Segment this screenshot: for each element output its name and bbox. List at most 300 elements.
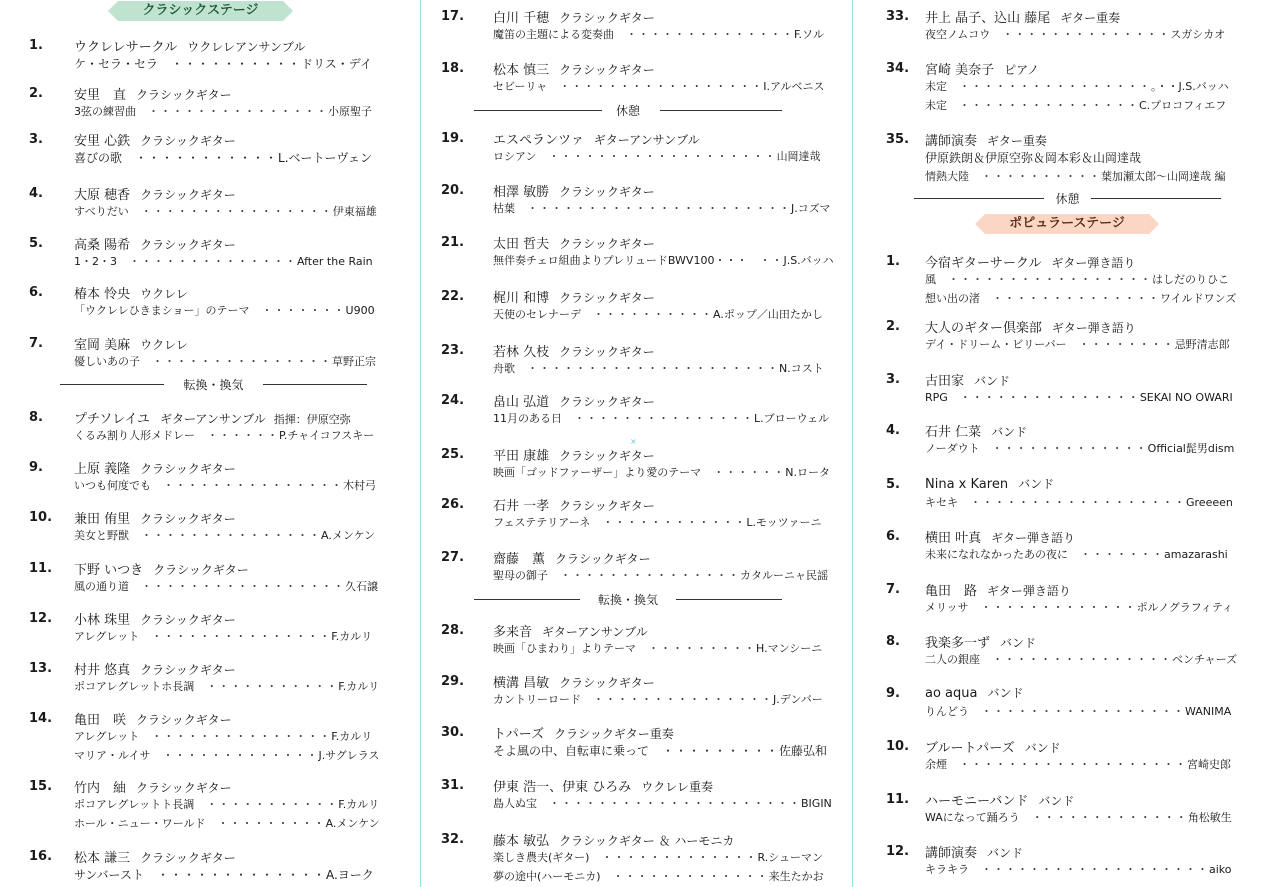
performer-name: 松本 慎三 (493, 63, 550, 78)
performance-genre: バンド (991, 425, 1028, 439)
performer-name: 多来音 (493, 625, 533, 640)
performance-genre: クラシックギター (140, 851, 236, 865)
composer: N.ロータ (785, 466, 830, 479)
performance-genre: クラシックギター (140, 238, 236, 252)
performance-genre: クラシックギター (153, 563, 249, 577)
performance-genre: クラシックギター (559, 237, 655, 251)
song-title: 1・2・3 (74, 255, 117, 268)
performance-genre: クラシックギター (136, 713, 232, 727)
song-title: フェステテリアーネ (493, 516, 591, 529)
song-title: 二人の銀座 (925, 653, 980, 666)
performer-line (74, 777, 232, 796)
performer-line (74, 508, 236, 527)
song-title: 未定 (925, 80, 947, 93)
program-number: 5. (886, 477, 900, 492)
performance-genre: ギター弾き語り (1051, 321, 1136, 335)
song-line (493, 78, 825, 94)
performer-name: 竹内 紬 (74, 781, 127, 796)
composer: R.シューマン (757, 851, 824, 864)
performer-name: 太田 哲夫 (493, 237, 550, 252)
performance-genre: クラシックギター (136, 781, 232, 795)
performance-genre: クラシックギター (140, 462, 236, 476)
performer-name: 兼田 侑里 (74, 512, 131, 527)
song-title: ポコアレグレットホ長調 (74, 680, 195, 693)
song-line (74, 527, 375, 543)
song-title: 魔笛の主題による変奏曲 (493, 28, 614, 41)
song-line (74, 678, 379, 694)
performance-genre: クラシックギター (559, 185, 655, 199)
song-line (493, 849, 823, 865)
leader-dots: ・・・・・・・・・・・・・・・・・・ (958, 496, 1186, 509)
song-title: 3弦の練習曲 (74, 105, 136, 118)
performer-line (74, 36, 305, 55)
performance-genre: クラシックギター (559, 11, 655, 25)
popular-stage-banner: ポピュラーステージ (985, 214, 1149, 234)
song-line (493, 691, 823, 707)
song-line (925, 494, 1233, 510)
performer-name: 藤本 敏弘 (493, 834, 550, 849)
composer: I.アルベニス (763, 80, 825, 93)
song-title: すべりだい (74, 205, 129, 218)
composer: J.デンバー (773, 693, 823, 706)
leader-dots: ・・・・・・・・・・・・・・ (990, 28, 1171, 41)
composer: ポルノグラフィティ (1136, 601, 1234, 614)
song-title: 風の通り道 (74, 580, 129, 593)
program-number: 6. (886, 529, 900, 544)
column-divider-1 (420, 0, 421, 887)
performer-line (74, 234, 236, 253)
leader-dots: ・・・・・・・・・・・・・・・・ (128, 205, 333, 218)
leader-dots: ・・・・・・・・・・・・ (590, 516, 747, 529)
song-title: WAになって踊ろう (925, 811, 1020, 824)
performance-genre: クラシックギター重奏 (554, 727, 674, 741)
performer-line (925, 737, 1061, 756)
song-line (74, 796, 379, 812)
program-number: 31. (441, 778, 465, 793)
song-title: 11月のある日 (493, 412, 562, 425)
program-number: 5. (29, 236, 43, 251)
performer-line (925, 59, 1039, 78)
song-title: 無伴奏チェロ組曲よりプレリュードBWV100・・・ (493, 254, 748, 267)
leader-dots: ・・・・・・ (701, 466, 786, 479)
composer: J.コズマ (791, 202, 831, 215)
performer-line (925, 527, 1075, 546)
program-number: 3. (886, 372, 900, 387)
leader-dots: ・・・・・・・・・・・・・・・ (581, 693, 773, 706)
song-title: メリッサ (925, 601, 969, 614)
performance-genre: クラシックギター (559, 395, 655, 409)
performer-line (74, 609, 236, 628)
composer: A.メンケン (321, 529, 376, 542)
song-title: 喜びの歌 (74, 151, 123, 165)
performer-name: 横溝 昌敏 (493, 676, 550, 691)
song-title: 枯葉 (493, 202, 515, 215)
leader-dots: ・・ (747, 254, 784, 267)
performer-line (493, 59, 655, 78)
column-divider-2 (852, 0, 853, 887)
performer-line (925, 684, 1024, 701)
composer: Official髭男dism (1147, 442, 1235, 455)
song-line (493, 200, 831, 216)
performance-genre: クラシックギター (559, 63, 655, 77)
song-line (493, 148, 821, 164)
composer: After the Rain (297, 255, 373, 268)
leader-dots: ・・・・・・・ (1068, 548, 1164, 561)
program-number: 14. (29, 711, 53, 726)
performer-name: 白川 千穂 (493, 11, 550, 26)
song-title: ロシアン (493, 150, 537, 163)
performance-genre: クラシックギター (559, 291, 655, 305)
performer-name: 畠山 弘道 (493, 395, 550, 410)
performer-line (74, 458, 236, 477)
composer: 来生たかお (768, 870, 824, 883)
song-line (493, 868, 824, 884)
performer-line (493, 672, 655, 691)
performer-name: 梶川 和博 (493, 291, 550, 306)
composer: 山岡達哉 (776, 150, 821, 163)
composer: スガシカオ (1170, 28, 1226, 41)
performer-name: 高桑 陽希 (74, 238, 131, 253)
performer-line (493, 495, 655, 514)
leader-dots: ・・・・・・・・・・・・・・ (980, 292, 1160, 305)
song-line (925, 97, 1226, 113)
conductor-note: 指揮：伊原空弥 (273, 413, 351, 426)
composer: J.サグレラス (318, 749, 380, 762)
song-line (74, 149, 372, 166)
song-line (493, 252, 834, 268)
program-number: 28. (441, 623, 465, 638)
performance-genre: バンド (974, 374, 1011, 388)
program-number: 17. (441, 9, 465, 24)
performer-line (74, 334, 188, 353)
program-number: 11. (886, 792, 910, 807)
song-title: 聖母の御子 (493, 569, 548, 582)
performance-genre: クラシックギター ＆ ハーモニカ (559, 834, 735, 848)
performance-genre: バンド (987, 846, 1024, 860)
song-title: サンバースト (74, 868, 144, 882)
leader-dots: ・・・・・・・・・・・・・・・・・・・ (536, 150, 777, 163)
leader-dots: ・・・・・・・・・ (649, 744, 780, 758)
song-title: 楽しき農夫(ギター) (493, 851, 590, 864)
song-title: 夢の途中(ハーモニカ) (493, 870, 601, 883)
program-number: 7. (886, 582, 900, 597)
song-title: ホール・ニュー・ワールド (74, 817, 206, 830)
program-number: 21. (441, 235, 465, 250)
performer-name: 石井 一孝 (493, 499, 550, 514)
program-number: 24. (441, 393, 465, 408)
song-line (925, 809, 1232, 825)
performer-line (74, 408, 351, 427)
performer-line (493, 341, 655, 360)
performance-genre: ウクレレ (140, 338, 188, 352)
composer: F.カルリ (331, 730, 373, 743)
performer-name: 井上 晶子、込山 藤尾 (925, 11, 1051, 26)
composer: 草野正宗 (332, 355, 376, 368)
song-line (74, 203, 377, 219)
performer-name: 上原 義隆 (74, 462, 131, 477)
program-number: 10. (886, 739, 910, 754)
song-line (493, 360, 824, 376)
song-line (925, 546, 1228, 562)
performer-name: 今宿ギターサークル (925, 256, 1042, 271)
leader-dots: ・・・・・・・・・・・・・・・ (548, 569, 740, 582)
song-title: りんどう (925, 705, 969, 718)
performer-line (74, 559, 249, 578)
program-number: 20. (441, 183, 465, 198)
leader-dots: ・・・・・・・・・・・ (194, 798, 339, 811)
performer-name: 宮崎 美奈子 (925, 63, 995, 78)
classic-stage-banner: クラシックステージ (118, 1, 283, 21)
song-title: 夜空ノムコウ (925, 28, 991, 41)
song-title: 島人ぬ宝 (493, 797, 537, 810)
program-number: 16. (29, 849, 53, 864)
performer-name: 室岡 美麻 (74, 338, 131, 353)
performer-line (493, 723, 674, 742)
performer-line (493, 181, 655, 200)
song-title: デイ・ドリーム・ビリーバー (925, 338, 1067, 351)
performer-name: 石井 仁菜 (925, 425, 982, 440)
song-title: アレグレット (74, 730, 140, 743)
performance-genre: バンド (1024, 741, 1061, 755)
program-number: 13. (29, 661, 53, 676)
composer: N.コスト (779, 362, 824, 375)
performer-name: ハーモニーバンド (925, 794, 1029, 809)
performer-name: 相澤 敏勝 (493, 185, 550, 200)
composer: H.マンシーニ (756, 642, 823, 655)
song-title: 優しいあの子 (74, 355, 140, 368)
program-number: 15. (29, 779, 53, 794)
song-title: アレグレット (74, 630, 140, 643)
leader-dots: ・・・・・・・ (249, 304, 346, 317)
composer: U900 (345, 304, 375, 317)
composer: ワイルドワンズ (1160, 292, 1237, 305)
composer: F.カルリ (331, 630, 373, 643)
composer: 葉加瀬太郎～山岡達哉 編 (1101, 170, 1226, 183)
song-line (493, 795, 832, 811)
performer-line (925, 580, 1071, 599)
performer-line (925, 632, 1036, 651)
performer-line (925, 7, 1120, 26)
song-title: セビーリャ (493, 80, 548, 93)
song-line (74, 353, 376, 369)
leader-dots: ・・・・・・・・ (1066, 338, 1175, 351)
separator-kyukei-2: 休憩 (914, 190, 1221, 207)
performance-genre: ウクレレ重奏 (641, 780, 713, 794)
leader-dots: ・・・・・・・・・ (636, 642, 756, 655)
leader-dots: ・・・・・・・・・・・・・・・・・ (969, 705, 1185, 718)
song-line (74, 55, 372, 72)
leader-dots: ・・・・・・・・・・・・・・・ (151, 479, 343, 492)
program-number: 22. (441, 289, 465, 304)
performer-name: 安里 心鉄 (74, 134, 131, 149)
leader-dots: ・・・・・・・・・・・・・ (600, 870, 769, 883)
performer-name: 講師演奏 (925, 846, 978, 861)
performance-genre: クラシックギター (140, 613, 236, 627)
composer: A.ヨーク (325, 868, 374, 882)
song-title: キセキ (925, 496, 958, 509)
performance-genre: クラシックギター (559, 499, 655, 513)
composer: F.ソル (794, 28, 825, 41)
program-number: 27. (441, 550, 465, 565)
performance-genre: ギターアンサンブル (542, 625, 648, 639)
performer-line (493, 548, 651, 567)
performance-genre: バンド (1000, 636, 1037, 650)
performance-genre: バンド (1038, 794, 1075, 808)
separator-tenkan-2: 転換・換気 (474, 591, 782, 608)
song-line (493, 640, 822, 656)
performer-name: 小林 珠里 (74, 613, 131, 628)
song-title: 情熱大陸 (925, 170, 969, 183)
performer-name: 齋藤 薫 (493, 552, 546, 567)
performer-name: 横田 叶真 (925, 531, 982, 546)
program-number: 4. (29, 186, 43, 201)
program-number: 35. (886, 132, 910, 147)
performance-genre: クラシックギター (140, 512, 236, 526)
performer-line (493, 7, 655, 26)
song-line (74, 427, 374, 443)
composer: 。・・J.S.バッハ (1151, 80, 1229, 93)
leader-dots: ・・・・・・・・・・・・・・・ (139, 630, 332, 643)
leader-dots: ・・・・・・・・・・・・・・・ (947, 99, 1139, 112)
leader-dots: ・・・・・・・・・・・・・・・ (562, 412, 754, 425)
song-line (925, 26, 1225, 42)
song-title: 美女と野獣 (74, 529, 129, 542)
song-line (74, 866, 374, 883)
performer-line (925, 421, 1027, 440)
performance-genre: クラシックギター (140, 134, 236, 148)
song-title: 想い出の渚 (925, 292, 980, 305)
composer: 久石譲 (345, 580, 378, 593)
leader-dots: ・・・・・・・・・・・・・ (968, 601, 1137, 614)
performer-name: 松本 謙三 (74, 851, 131, 866)
program-number: 1. (29, 38, 43, 53)
song-line (493, 567, 828, 583)
performer-name: 大人のギター倶楽部 (925, 321, 1042, 336)
program-number: 8. (29, 410, 43, 425)
song-title: 未来になれなかったあの夜に (925, 548, 1068, 561)
performer-name: 平田 康雄 (493, 449, 550, 464)
performer-name: 伊東 浩一、伊東 ひろみ (493, 780, 632, 795)
song-line (74, 477, 376, 493)
composer: SEKAI NO OWARI (1139, 391, 1233, 404)
leader-dots: ・・・・・・・・・・ (581, 308, 713, 321)
program-number: 12. (29, 611, 53, 626)
performer-name: 講師演奏 (925, 134, 978, 149)
leader-dots: ・・・・・・・・・・・・・・ (117, 255, 297, 268)
composer: amazarashi (1164, 548, 1228, 561)
performer-line (493, 776, 713, 795)
performer-name: トパーズ (493, 727, 545, 742)
composer: 佐藤弘和 (779, 744, 828, 758)
program-number: 2. (29, 86, 43, 101)
composer: 小原聖子 (328, 105, 372, 118)
program-number: 33. (886, 9, 910, 24)
performer-name: ウクレレサークル (74, 40, 178, 55)
song-line (493, 514, 822, 530)
song-line (493, 26, 824, 42)
song-title: ケ・セラ・セラ (74, 57, 159, 71)
composer: 宮崎史郎 (1187, 758, 1231, 771)
program-column-2 (422, 0, 852, 887)
performance-genre: ギター重奏 (1060, 11, 1121, 25)
performer-line (925, 790, 1074, 809)
leader-dots: ・・・・・・・・・・・・・・ (614, 28, 794, 41)
program-number: 29. (441, 674, 465, 689)
song-line (74, 302, 375, 318)
program-number: 26. (441, 497, 465, 512)
leader-dots: ・・・・・・・・・・・・・・・・・・・・・ (515, 362, 779, 375)
performer-line (925, 252, 1135, 271)
stray-mark: × (630, 437, 637, 446)
performer-line (493, 391, 655, 410)
program-number: 19. (441, 131, 465, 146)
leader-dots: ・・・・・・・・・・・・・・・・・ (547, 80, 764, 93)
leader-dots: ・・・・・・・・・・ (969, 170, 1101, 183)
leader-dots: ・・・・・・・・・・・ (194, 680, 339, 693)
program-number: 10. (29, 510, 53, 525)
leader-dots: ・・・・・・・・・・・・・ (1019, 811, 1188, 824)
leader-dots: ・・・・・・ (195, 429, 279, 442)
performance-genre: ギターアンサンブル (593, 133, 700, 147)
song-line (925, 651, 1237, 667)
song-line (925, 78, 1229, 94)
performer-line (74, 847, 236, 866)
performer-name: 我楽多一ず (925, 636, 991, 651)
composer: WANIMA (1185, 705, 1232, 718)
song-title: 余煙 (925, 758, 947, 771)
song-title: そよ風の中、自転車に乗って (493, 744, 650, 758)
song-line (74, 253, 373, 269)
composer: ドリス・デイ (301, 57, 372, 71)
performer-name: 亀田 路 (925, 584, 978, 599)
performance-genre: ピアノ (1004, 63, 1040, 77)
leader-dots: ・・・・・・・・・・・・・・・ (136, 105, 328, 118)
leader-dots: ・・・・・・・・・・・・・・・・・ (129, 580, 345, 593)
song-line (925, 290, 1236, 306)
separator-tenkan-1: 転換・換気 (60, 376, 367, 393)
song-title: いつも何度でも (74, 479, 151, 492)
performer-line (493, 233, 655, 252)
performer-line (493, 129, 700, 148)
song-line (925, 861, 1232, 877)
composer: 伊東福雄 (332, 205, 377, 218)
performance-genre: クラシックギター (559, 345, 655, 359)
song-line (493, 742, 827, 759)
performance-genre: ウクレレ (140, 287, 188, 301)
performer-name: 古田家 (925, 374, 965, 389)
composer: L.ベートーヴェン (278, 151, 373, 165)
leader-dots: ・・・・・・・・・・・・・ (589, 851, 758, 864)
leader-dots: ・・・・・・・・・・・ (122, 151, 279, 165)
performance-genre: クラシックギター (559, 676, 655, 690)
performer-line (493, 445, 655, 464)
leader-dots: ・・・・・・・・・・・・・・・ (129, 529, 321, 542)
composer: C.プロコフィエフ (1139, 99, 1227, 112)
song-line (74, 578, 378, 594)
performer-line (74, 283, 188, 302)
program-number: 2. (886, 319, 900, 334)
leader-dots: ・・・・・・・・・・・・・ (979, 442, 1148, 455)
song-line (925, 168, 1226, 184)
song-title: ノーダウト (925, 442, 980, 455)
program-column-3 (854, 0, 1267, 887)
leader-dots: ・・・・・・・・・・・・・・・・・・・・・・ (515, 202, 791, 215)
composer: F.カルリ (338, 680, 380, 693)
performer-line (493, 621, 648, 640)
performance-genre: クラシックギター (140, 663, 236, 677)
performer-line (74, 659, 236, 678)
leader-dots: ・・・・・・・・・・・・・・・ (980, 653, 1172, 666)
